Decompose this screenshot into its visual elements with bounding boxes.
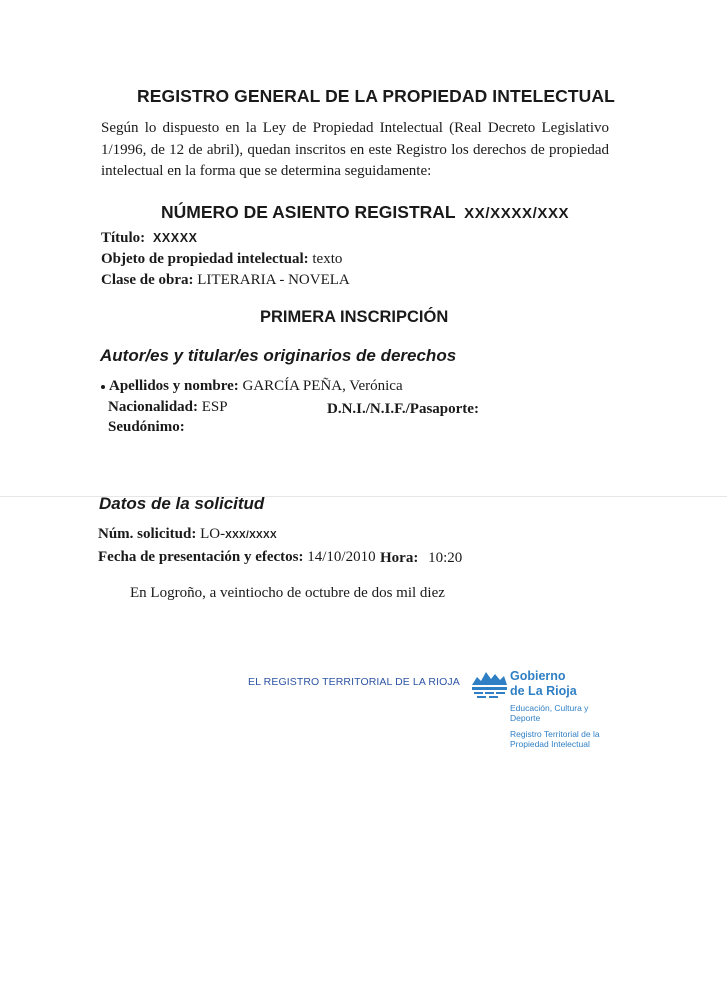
dept-line2: Deporte <box>510 713 541 723</box>
asiento-label: NÚMERO DE ASIENTO REGISTRAL <box>161 202 456 222</box>
registro-territorial-text: EL REGISTRO TERRITORIAL DE LA RIOJA <box>248 676 460 688</box>
apellidos-field <box>101 378 403 395</box>
hora-field <box>380 550 462 567</box>
apellidos-label: Apellidos y nombre: <box>109 378 239 394</box>
hora-label: Hora: <box>380 550 419 566</box>
gobierno-la-rioja-logo-icon <box>469 664 509 700</box>
num-solicitud-label: Núm. solicitud: <box>98 526 197 542</box>
num-solicitud-prefix: LO- <box>200 526 226 542</box>
reg-line2: Propiedad Intelectual <box>510 739 590 749</box>
autores-heading: Autor/es y titular/es originarios de derechos <box>100 346 457 365</box>
place-date: En Logroño, a veintiocho de octubre de dos mil diez <box>130 585 445 601</box>
nacionalidad-label: Nacionalidad: <box>108 399 199 415</box>
titulo-field <box>101 230 198 247</box>
clase-field <box>101 272 350 289</box>
objeto-field <box>101 251 342 268</box>
hora-value: 10:20 <box>428 550 463 566</box>
apellidos-value: GARCÍA PEÑA, Verónica <box>242 378 403 394</box>
asiento-number: XX/XXXX/XXX <box>464 205 570 222</box>
clase-label: Clase de obra: <box>101 272 194 288</box>
bullet-icon <box>101 385 105 389</box>
gobierno-line1: Gobierno <box>510 669 566 683</box>
num-solicitud-field <box>98 526 277 543</box>
dni-field <box>327 401 479 418</box>
document-title: REGISTRO GENERAL DE LA PROPIEDAD INTELECTUAL <box>137 86 615 106</box>
section-heading: PRIMERA INSCRIPCIÓN <box>260 308 449 326</box>
objeto-value: texto <box>312 251 343 267</box>
gobierno-line2: de La Rioja <box>510 684 577 698</box>
clase-value: LITERARIA - NOVELA <box>197 272 350 288</box>
dept-line1: Educación, Cultura y <box>510 703 589 713</box>
titulo-label: Título: <box>101 230 146 246</box>
fecha-field <box>98 549 376 566</box>
num-solicitud-value: XXX/XXXX <box>225 530 277 541</box>
seudonimo-field <box>108 419 185 436</box>
fecha-label: Fecha de presentación y efectos: <box>98 549 304 565</box>
reg-line1: Registro Territorial de la <box>510 729 600 739</box>
dni-label: D.N.I./N.I.F./Pasaporte: <box>327 401 479 417</box>
nacionalidad-field <box>108 399 228 416</box>
nacionalidad-value: ESP <box>201 399 228 415</box>
asiento-heading <box>161 202 569 223</box>
solicitud-heading: Datos de la solicitud <box>99 494 265 513</box>
seudonimo-label: Seudónimo: <box>108 419 185 435</box>
objeto-label: Objeto de propiedad intelectual: <box>101 251 309 267</box>
fecha-value: 14/10/2010 <box>307 549 376 565</box>
intro-paragraph: Según lo dispuesto en la Ley de Propiedad Intelectual (Real Decreto Legislativo 1/1996, de 12 de abril), quedan inscritos en este Registro los derechos de propiedad intelectual en la forma que se determina seguidamente: <box>101 120 609 179</box>
titulo-value: XXXXX <box>152 231 198 245</box>
